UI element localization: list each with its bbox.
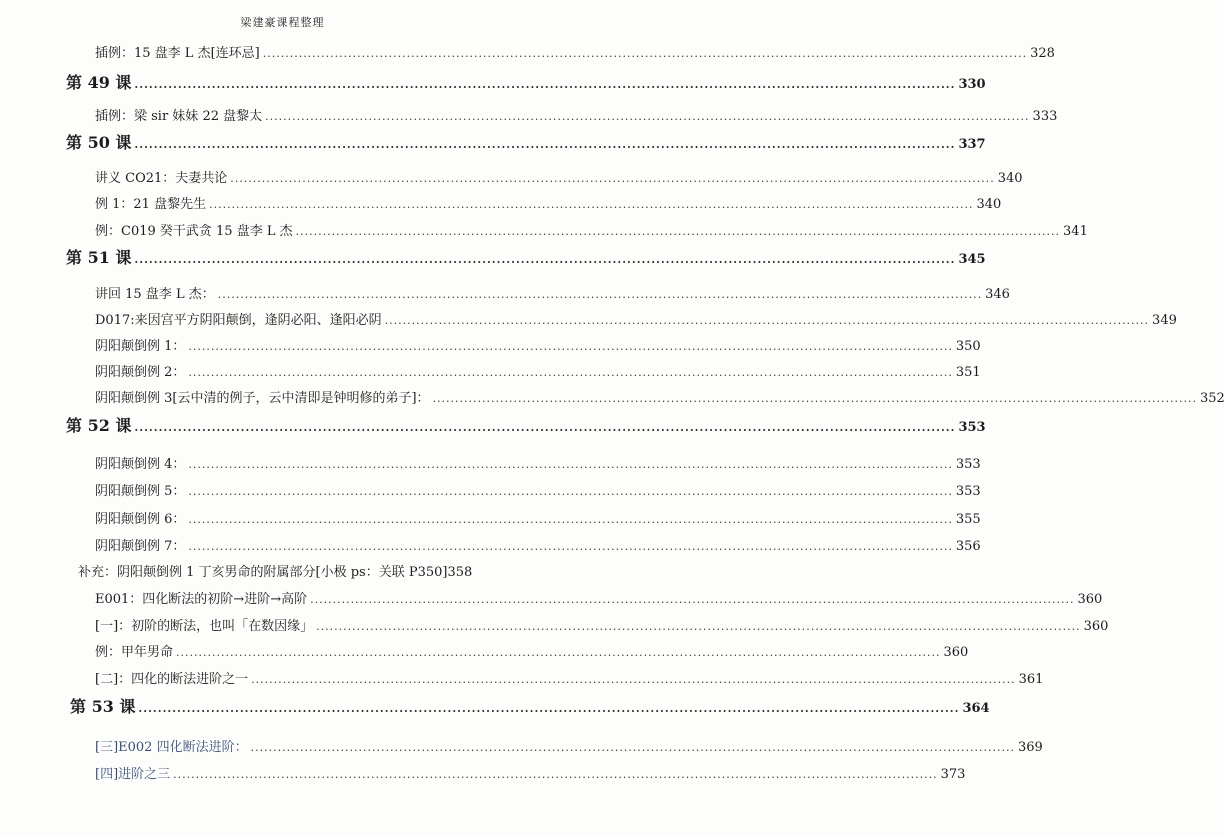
- toc-chapter[interactable]: [66, 70, 986, 93]
- toc-entry-title: 例：甲年男命: [95, 645, 174, 660]
- dot-leader: [251, 741, 1015, 754]
- toc-page-number: 353: [955, 457, 981, 472]
- toc-page-number: 328: [1030, 46, 1055, 61]
- dot-leader: [310, 593, 1074, 606]
- toc-entry-title: [三]E002 四化断法进阶：: [95, 740, 248, 755]
- chapter-title: 第 51 课: [66, 248, 132, 267]
- dot-leader: [134, 253, 955, 266]
- toc-page-number: 373: [940, 767, 966, 782]
- toc-entry[interactable]: [95, 361, 981, 380]
- toc-entry[interactable]: [95, 736, 1043, 755]
- toc-entry[interactable]: [95, 42, 1055, 61]
- dot-leader: [433, 392, 1197, 405]
- toc-chapter[interactable]: [66, 130, 986, 153]
- toc-page-number: 356: [955, 539, 981, 554]
- toc-entry-title: E001：四化断法的初阶→进阶→高阶: [95, 592, 308, 607]
- dot-leader: [209, 198, 973, 211]
- dot-leader: [188, 458, 952, 471]
- toc-page-number: 355: [955, 512, 981, 527]
- toc-entry-title: 插例：15 盘李 L 杰[连环忌]: [95, 46, 260, 61]
- toc-entry[interactable]: [95, 220, 1088, 239]
- dot-leader: [230, 172, 994, 185]
- toc-entry-title: 补充：阴阳颠倒例 1 丁亥男命的附属部分[小极 ps：关联 P350]: [78, 565, 448, 580]
- toc-entry-title: 阴阳颠倒例 7：: [95, 539, 186, 554]
- toc-entry[interactable]: [95, 453, 981, 472]
- toc-entry-title: [一]：初阶的断法，也叫「在数因缘」: [95, 619, 314, 634]
- dot-leader: [385, 314, 1149, 327]
- toc-entry-title: 讲回 15 盘李 L 杰：: [95, 287, 215, 302]
- toc-entry-title: 插例：梁 sir 妹妹 22 盘黎太: [95, 109, 263, 124]
- toc-page-number: 333: [1032, 109, 1058, 124]
- toc-entry[interactable]: [95, 763, 966, 782]
- toc-page-number: 353: [955, 484, 981, 499]
- toc-entry-title: 例：C019 癸干武贪 15 盘李 L 杰: [95, 224, 293, 239]
- dot-leader: [188, 540, 952, 553]
- toc-entry[interactable]: [95, 387, 1225, 406]
- toc-entry-title: 例 1：21 盘黎先生: [95, 197, 207, 212]
- toc-entry[interactable]: [95, 668, 1044, 687]
- toc-entry-title: 阴阳颠倒例 5：: [95, 484, 186, 499]
- dot-leader: [138, 702, 959, 715]
- toc-entry[interactable]: [95, 309, 1177, 328]
- toc-entry[interactable]: [95, 105, 1058, 124]
- toc-chapter[interactable]: [66, 413, 986, 436]
- toc-entry[interactable]: [95, 615, 1109, 634]
- dot-leader: [265, 110, 1029, 123]
- dot-leader: [188, 366, 952, 379]
- toc-entry-title: [四]进阶之三: [95, 767, 171, 782]
- toc-page-number: 369: [1018, 740, 1043, 755]
- toc-entry-title: [二]：四化的断法进阶之一: [95, 672, 249, 687]
- page-header: 梁建豪课程整理: [240, 16, 325, 29]
- toc-entry[interactable]: [95, 193, 1002, 212]
- toc-entry[interactable]: [95, 283, 1010, 302]
- toc-page-number: 337: [958, 137, 986, 152]
- toc-entry-title: 讲义 CO21：夫妻共论: [95, 171, 228, 186]
- dot-leader: [296, 225, 1060, 238]
- toc-page-number: 340: [976, 197, 1002, 212]
- toc-page-number: 345: [958, 252, 986, 267]
- dot-leader: [134, 138, 955, 151]
- toc-entry[interactable]: [95, 335, 981, 354]
- toc-entry[interactable]: [95, 588, 1103, 607]
- toc-entry-title: 阴阳颠倒例 4：: [95, 457, 186, 472]
- dot-leader: [218, 288, 982, 301]
- toc-page-number: 346: [985, 287, 1010, 302]
- dot-leader: [251, 673, 1015, 686]
- toc-chapter[interactable]: [66, 245, 986, 268]
- toc-page-number: 360: [1083, 619, 1109, 634]
- toc-page-number: 341: [1063, 224, 1088, 239]
- toc-entry[interactable]: [95, 535, 981, 554]
- toc-page-number: 360: [943, 645, 969, 660]
- toc-page-number: 350: [955, 339, 981, 354]
- toc-page-number: 351: [955, 365, 981, 380]
- toc-entry-title: 阴阳颠倒例 2：: [95, 365, 186, 380]
- dot-leader: [263, 47, 1027, 60]
- toc-page-number: 349: [1152, 313, 1177, 328]
- dot-leader: [134, 421, 955, 434]
- toc-entry[interactable]: [78, 561, 514, 580]
- toc-entry-title: D017:来因宫平方阴阳颠倒，逢阴必阳、逢阳必阴: [95, 313, 382, 328]
- dot-leader: [188, 513, 952, 526]
- dot-leader: [316, 620, 1080, 633]
- toc-entry[interactable]: [95, 641, 969, 660]
- toc-page-number: 330: [958, 77, 986, 92]
- dot-leader: [134, 78, 955, 91]
- toc-page-number: 360: [1077, 592, 1103, 607]
- dot-leader: [188, 485, 952, 498]
- chapter-title: 第 49 课: [66, 73, 132, 92]
- toc-entry-title: 阴阳颠倒例 3[云中清的例子，云中清即是钟明修的弟子]：: [95, 391, 430, 406]
- toc-page-number: 358: [447, 565, 473, 580]
- chapter-title: 第 53 课: [70, 697, 136, 716]
- toc-entry[interactable]: [95, 508, 981, 527]
- toc-page-number: 353: [958, 420, 986, 435]
- toc-entry-title: 阴阳颠倒例 6：: [95, 512, 186, 527]
- toc-page-number: 361: [1018, 672, 1044, 687]
- toc-entry[interactable]: [95, 167, 1023, 186]
- toc-entry-title: 阴阳颠倒例 1：: [95, 339, 186, 354]
- dot-leader: [173, 768, 937, 781]
- toc-entry[interactable]: [95, 480, 981, 499]
- toc-page-number: 364: [962, 701, 990, 716]
- toc-chapter[interactable]: [70, 694, 990, 717]
- toc-page-number: 352: [1199, 391, 1225, 406]
- dot-leader: [176, 646, 940, 659]
- chapter-title: 第 50 课: [66, 133, 132, 152]
- dot-leader: [188, 340, 952, 353]
- chapter-title: 第 52 课: [66, 416, 132, 435]
- toc-page-number: 340: [997, 171, 1023, 186]
